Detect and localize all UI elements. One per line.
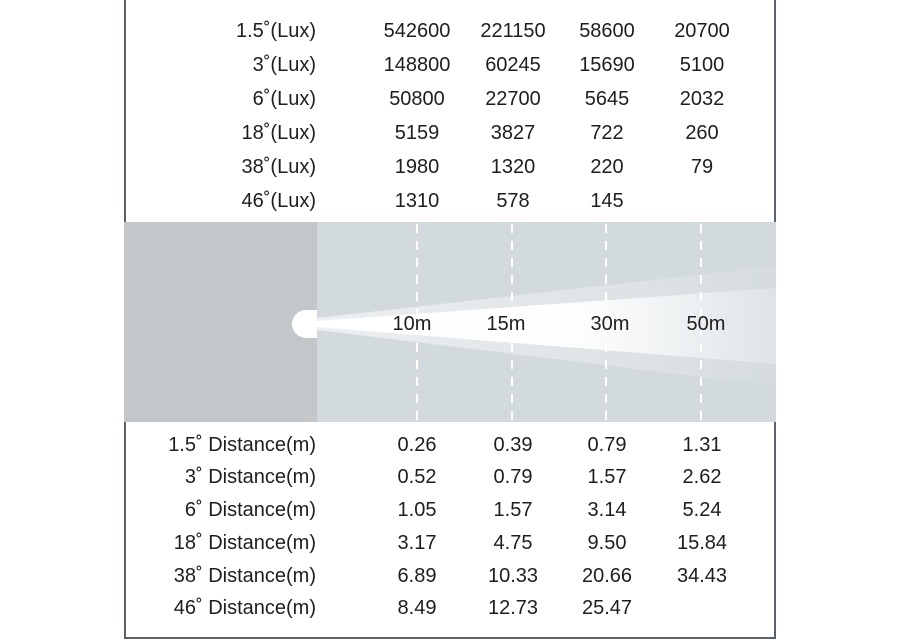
lux-value-50m: 2032 [679,88,725,110]
distance-value-50m: 5.24 [682,499,722,521]
distance-value-50m: 15.84 [676,532,728,554]
lux-value-10m: 542600 [383,20,451,42]
distance-value-15m: 12.73 [487,597,539,619]
lux-row-18 [0,116,900,150]
distance-row-label: 38˚ Distance(m) [173,565,316,587]
lux-row-1-5 [0,14,900,48]
lux-row-label: 1.5˚(Lux) [235,20,316,42]
lux-value-10m: 5159 [394,122,440,144]
distance-value-10m: 0.52 [397,466,437,488]
distance-row-label: 46˚ Distance(m) [173,597,316,619]
lux-value-10m: 1980 [394,156,440,178]
distance-marker-10m: 10m [392,313,432,335]
distance-value-50m: 34.43 [676,565,728,587]
lux-value-30m: 220 [590,156,624,178]
distance-row-46 [0,591,900,625]
distance-row-label: 1.5˚ Distance(m) [168,434,316,456]
distance-marker-50m: 50m [686,313,726,335]
lux-value-50m: 20700 [674,20,730,42]
distance-value-30m: 9.50 [587,532,627,554]
lux-value-10m: 148800 [383,54,451,76]
distance-value-30m: 3.14 [587,499,627,521]
distance-value-15m: 0.39 [493,434,533,456]
distance-value-10m: 0.26 [397,434,437,456]
distance-value-30m: 20.66 [581,565,633,587]
distance-value-30m: 1.57 [587,466,627,488]
lux-value-15m: 578 [496,190,530,212]
lux-row-label: 46˚(Lux) [241,190,316,212]
distance-row-label: 6˚ Distance(m) [184,499,316,521]
distance-value-15m: 4.75 [493,532,533,554]
lux-value-15m: 3827 [490,122,536,144]
lux-value-30m: 145 [590,190,624,212]
lux-row-3 [0,48,900,82]
distance-row-6 [0,493,900,527]
distance-row-label: 3˚ Distance(m) [184,466,316,488]
lux-value-50m: 260 [685,122,719,144]
distance-value-15m: 1.57 [493,499,533,521]
distance-row-3 [0,460,900,494]
lux-value-15m: 221150 [480,20,546,42]
distance-value-10m: 8.49 [397,597,437,619]
lux-value-15m: 22700 [485,88,541,110]
lux-value-15m: 60245 [485,54,541,76]
lux-value-30m: 722 [590,122,624,144]
lux-value-50m: 79 [690,156,714,178]
distance-value-30m: 0.79 [587,434,627,456]
lux-value-30m: 5645 [584,88,630,110]
distance-value-50m: 2.62 [682,466,722,488]
distance-value-50m: 1.31 [682,434,722,456]
distance-row-label: 18˚ Distance(m) [173,532,316,554]
lux-value-50m: 5100 [679,54,725,76]
lux-row-label: 18˚(Lux) [241,122,316,144]
distance-row-18 [0,526,900,560]
lux-value-10m: 50800 [389,88,445,110]
lux-row-label: 38˚(Lux) [241,156,316,178]
distance-row-38 [0,559,900,593]
distance-value-15m: 0.79 [493,466,533,488]
distance-value-10m: 1.05 [397,499,437,521]
lux-row-38 [0,150,900,184]
distance-value-10m: 6.89 [397,565,437,587]
distance-marker-15m: 15m [486,313,526,335]
fixture-housing [124,222,317,422]
distance-marker-30m: 30m [590,313,630,335]
distance-value-30m: 25.47 [581,597,633,619]
lux-value-30m: 58600 [579,20,635,42]
lux-value-30m: 15690 [579,54,635,76]
lux-row-6 [0,82,900,116]
distance-row-1-5 [0,428,900,462]
distance-value-10m: 3.17 [397,532,437,554]
lux-row-label: 6˚(Lux) [252,88,316,110]
lux-row-label: 3˚(Lux) [252,54,316,76]
lux-value-10m: 1310 [394,190,440,212]
distance-value-15m: 10.33 [487,565,539,587]
lux-value-15m: 1320 [490,156,536,178]
lux-row-46 [0,184,900,218]
